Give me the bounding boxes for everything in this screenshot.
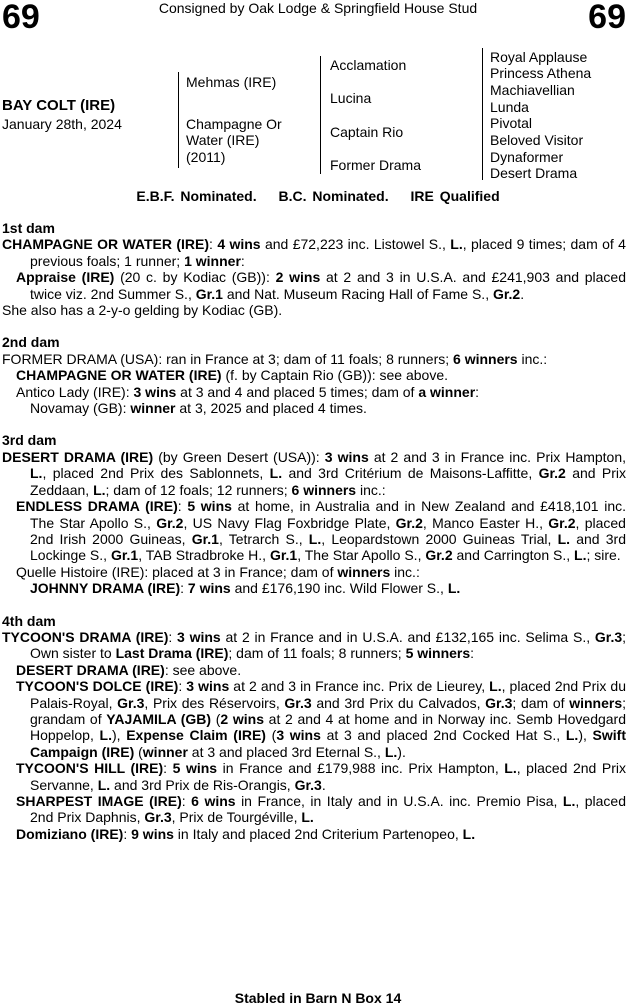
dam3-produce-quelle-histoire: Quelle Histoire (IRE): placed at 3 in France; dam of winners inc.: bbox=[16, 563, 420, 580]
dam2-produce-1: CHAMPAGNE OR WATER (IRE) (f. by Captain Rio (GB)): see above. bbox=[16, 367, 449, 384]
pedigree-gen3-5: Beloved Visitor bbox=[490, 132, 584, 148]
foaling-date: January 28th, 2024 bbox=[2, 116, 122, 132]
dam4-produce-tycoons-dolce: TYCOON'S DOLCE (IRE): 3 wins at 2 and 3 in France inc. Prix de Lieurey, L., placed 2nd Prix du Palais-Royal, Gr.3, Prix des Réservoirs, Gr.3 and 3rd Prix du Calvados, Gr.3; dam of winners; grandam of YAJAMILA (GB) (2 wins at 2 and 4 at home and in Norway inc. Semb Hovedgard Hoppelop, L.), Expense Claim (IRE) (3 wins at 3 and placed 2nd Cocked Hat S., L.), Swift Campaign (IRE) (winner at 3 and placed 3rd Eternal S., L.). bbox=[16, 678, 627, 760]
pedigree-gen2-1: Lucina bbox=[330, 90, 372, 106]
dam1-also: She also has a 2-y-o gelding by Kodiac (GB). bbox=[2, 302, 283, 319]
dam1-entry: CHAMPAGNE OR WATER (IRE): 4 wins and £72,223 inc. Listowel S., L., placed 9 times; dam of 4 previous foals; 1 runner; 1 winner: bbox=[2, 236, 626, 269]
dam4-produce-domiziano: Domiziano (IRE): 9 wins in Italy and placed 2nd Criterium Partenopeo, L. bbox=[16, 825, 476, 842]
pedigree-gen2-3: Former Drama bbox=[330, 157, 422, 173]
section-title-2nd-dam: 2nd dam bbox=[2, 334, 60, 351]
dam4-produce-desert-drama: DESERT DRAMA (IRE): see above. bbox=[16, 661, 242, 678]
pedigree-bracket-1 bbox=[178, 72, 179, 168]
pedigree-dam-2: Water (IRE) bbox=[186, 132, 260, 148]
section-title-1st-dam: 1st dam bbox=[2, 220, 55, 236]
stabled-location: Stabled in Barn N Box 14 bbox=[234, 990, 402, 1006]
dam2-produce-2: Antico Lady (IRE): 3 wins at 3 and 4 and placed 5 times; dam of a winner: bbox=[16, 383, 480, 400]
pedigree-gen3-4: Pivotal bbox=[490, 115, 533, 131]
catalogue-body bbox=[2, 220, 626, 842]
dam4-produce-sharpest-image: SHARPEST IMAGE (IRE): 6 wins in France, in Italy and in U.S.A. inc. Premio Pisa, L., placed 2nd Prix Daphnis, Gr.3, Prix de Tourgéville, L. bbox=[16, 793, 626, 826]
dam4-produce-tycoons-hill: TYCOON'S HILL (IRE): 5 wins in France and £179,988 inc. Prix Hampton, L., placed 2nd Prix Servanne, L. and 3rd Prix de Ris-Orangis, Gr.3. bbox=[16, 760, 626, 793]
nominations bbox=[0, 188, 636, 204]
pedigree-gen3-1: Princess Athena bbox=[490, 65, 592, 81]
pedigree-gen3-3: Lunda bbox=[490, 99, 529, 115]
dam4-entry: TYCOON'S DRAMA (IRE): 3 wins at 2 in France and in U.S.A. and £132,165 inc. Selima S., Gr.3; Own sister to Last Drama (IRE); dam of 11 foals; 8 runners; 5 winners: bbox=[2, 628, 627, 662]
pedigree-bracket-3 bbox=[482, 48, 483, 180]
pedigree-dam-1: Champagne Or bbox=[186, 116, 282, 132]
dam3-produce-endless-drama: ENDLESS DRAMA (IRE): 5 wins at home, in Australia and in New Zealand and £418,101 inc. The Star Apollo S., Gr.2, US Navy Flag Foxbridge Plate, Gr.2, Manco Easter H., Gr.2, placed 2nd Irish 2000 Guineas, Gr.1, Tetrarch S., L., Leopardstown 2000 Guineas Trial, L. and 3rd Lockinge S., Gr.1, TAB Stradbroke H., Gr.1, The Star Apollo S., Gr.2 and Carrington S., L.; sire. bbox=[16, 498, 627, 564]
pedigree-gen3-6: Dynaformer bbox=[490, 149, 564, 165]
pedigree-gen3-7: Desert Drama bbox=[490, 165, 578, 181]
pedigree-bracket-2 bbox=[320, 56, 321, 174]
pedigree-sire: Mehmas (IRE) bbox=[186, 74, 277, 90]
bc-nomination: B.C. Nominated. bbox=[278, 188, 389, 204]
horse-description: BAY COLT (IRE) bbox=[2, 97, 116, 114]
lot-number-left: 69 bbox=[2, 0, 40, 36]
pedigree-dam-3: (2011) bbox=[186, 149, 226, 165]
ebf-nomination: E.B.F. Nominated. bbox=[136, 188, 257, 204]
consignor-line: Consigned by Oak Lodge & Springfield House Stud bbox=[158, 0, 478, 16]
pedigree-gen2-2: Captain Rio bbox=[330, 124, 404, 140]
dam3-grandproduce-johnny-drama: JOHNNY DRAMA (IRE): 7 wins and £176,190 inc. Wild Flower S., L. bbox=[30, 580, 461, 597]
pedigree-gen3-2: Machiavellian bbox=[490, 82, 575, 98]
pedigree-gen2-0: Acclamation bbox=[330, 57, 407, 73]
dam2-grandproduce: Novamay (GB): winner at 3, 2025 and placed 4 times. bbox=[30, 400, 367, 417]
section-title-3rd-dam: 3rd dam bbox=[2, 432, 57, 449]
section-title-4th-dam: 4th dam bbox=[2, 612, 56, 629]
dam1-produce-appraise: Appraise (IRE) (20 c. by Kodiac (GB)): 2 wins at 2 and 3 in U.S.A. and £241,903 and placed twice viz. 2nd Summer S., Gr.1 and Nat. Museum Racing Hall of Fame S., Gr.2. bbox=[16, 269, 627, 302]
pedigree-gen3-0: Royal Applause bbox=[490, 49, 588, 65]
dam2-entry: FORMER DRAMA (USA): ran in France at 3; dam of 11 foals; 8 runners; 6 winners inc.: bbox=[2, 350, 548, 367]
lot-number-right: 69 bbox=[588, 0, 626, 36]
dam3-entry: DESERT DRAMA (IRE) (by Green Desert (USA)): 3 wins at 2 and 3 in France inc. Prix Hampton, L., placed 2nd Prix des Sablonnets, L. and 3rd Critérium de Maisons-Laffitte, Gr.2 and Prix Zeddaan, L.; dam of 12 foals; 12 runners; 6 winners inc.: bbox=[2, 448, 627, 498]
ire-qualified: IRE Qualified bbox=[410, 188, 500, 204]
